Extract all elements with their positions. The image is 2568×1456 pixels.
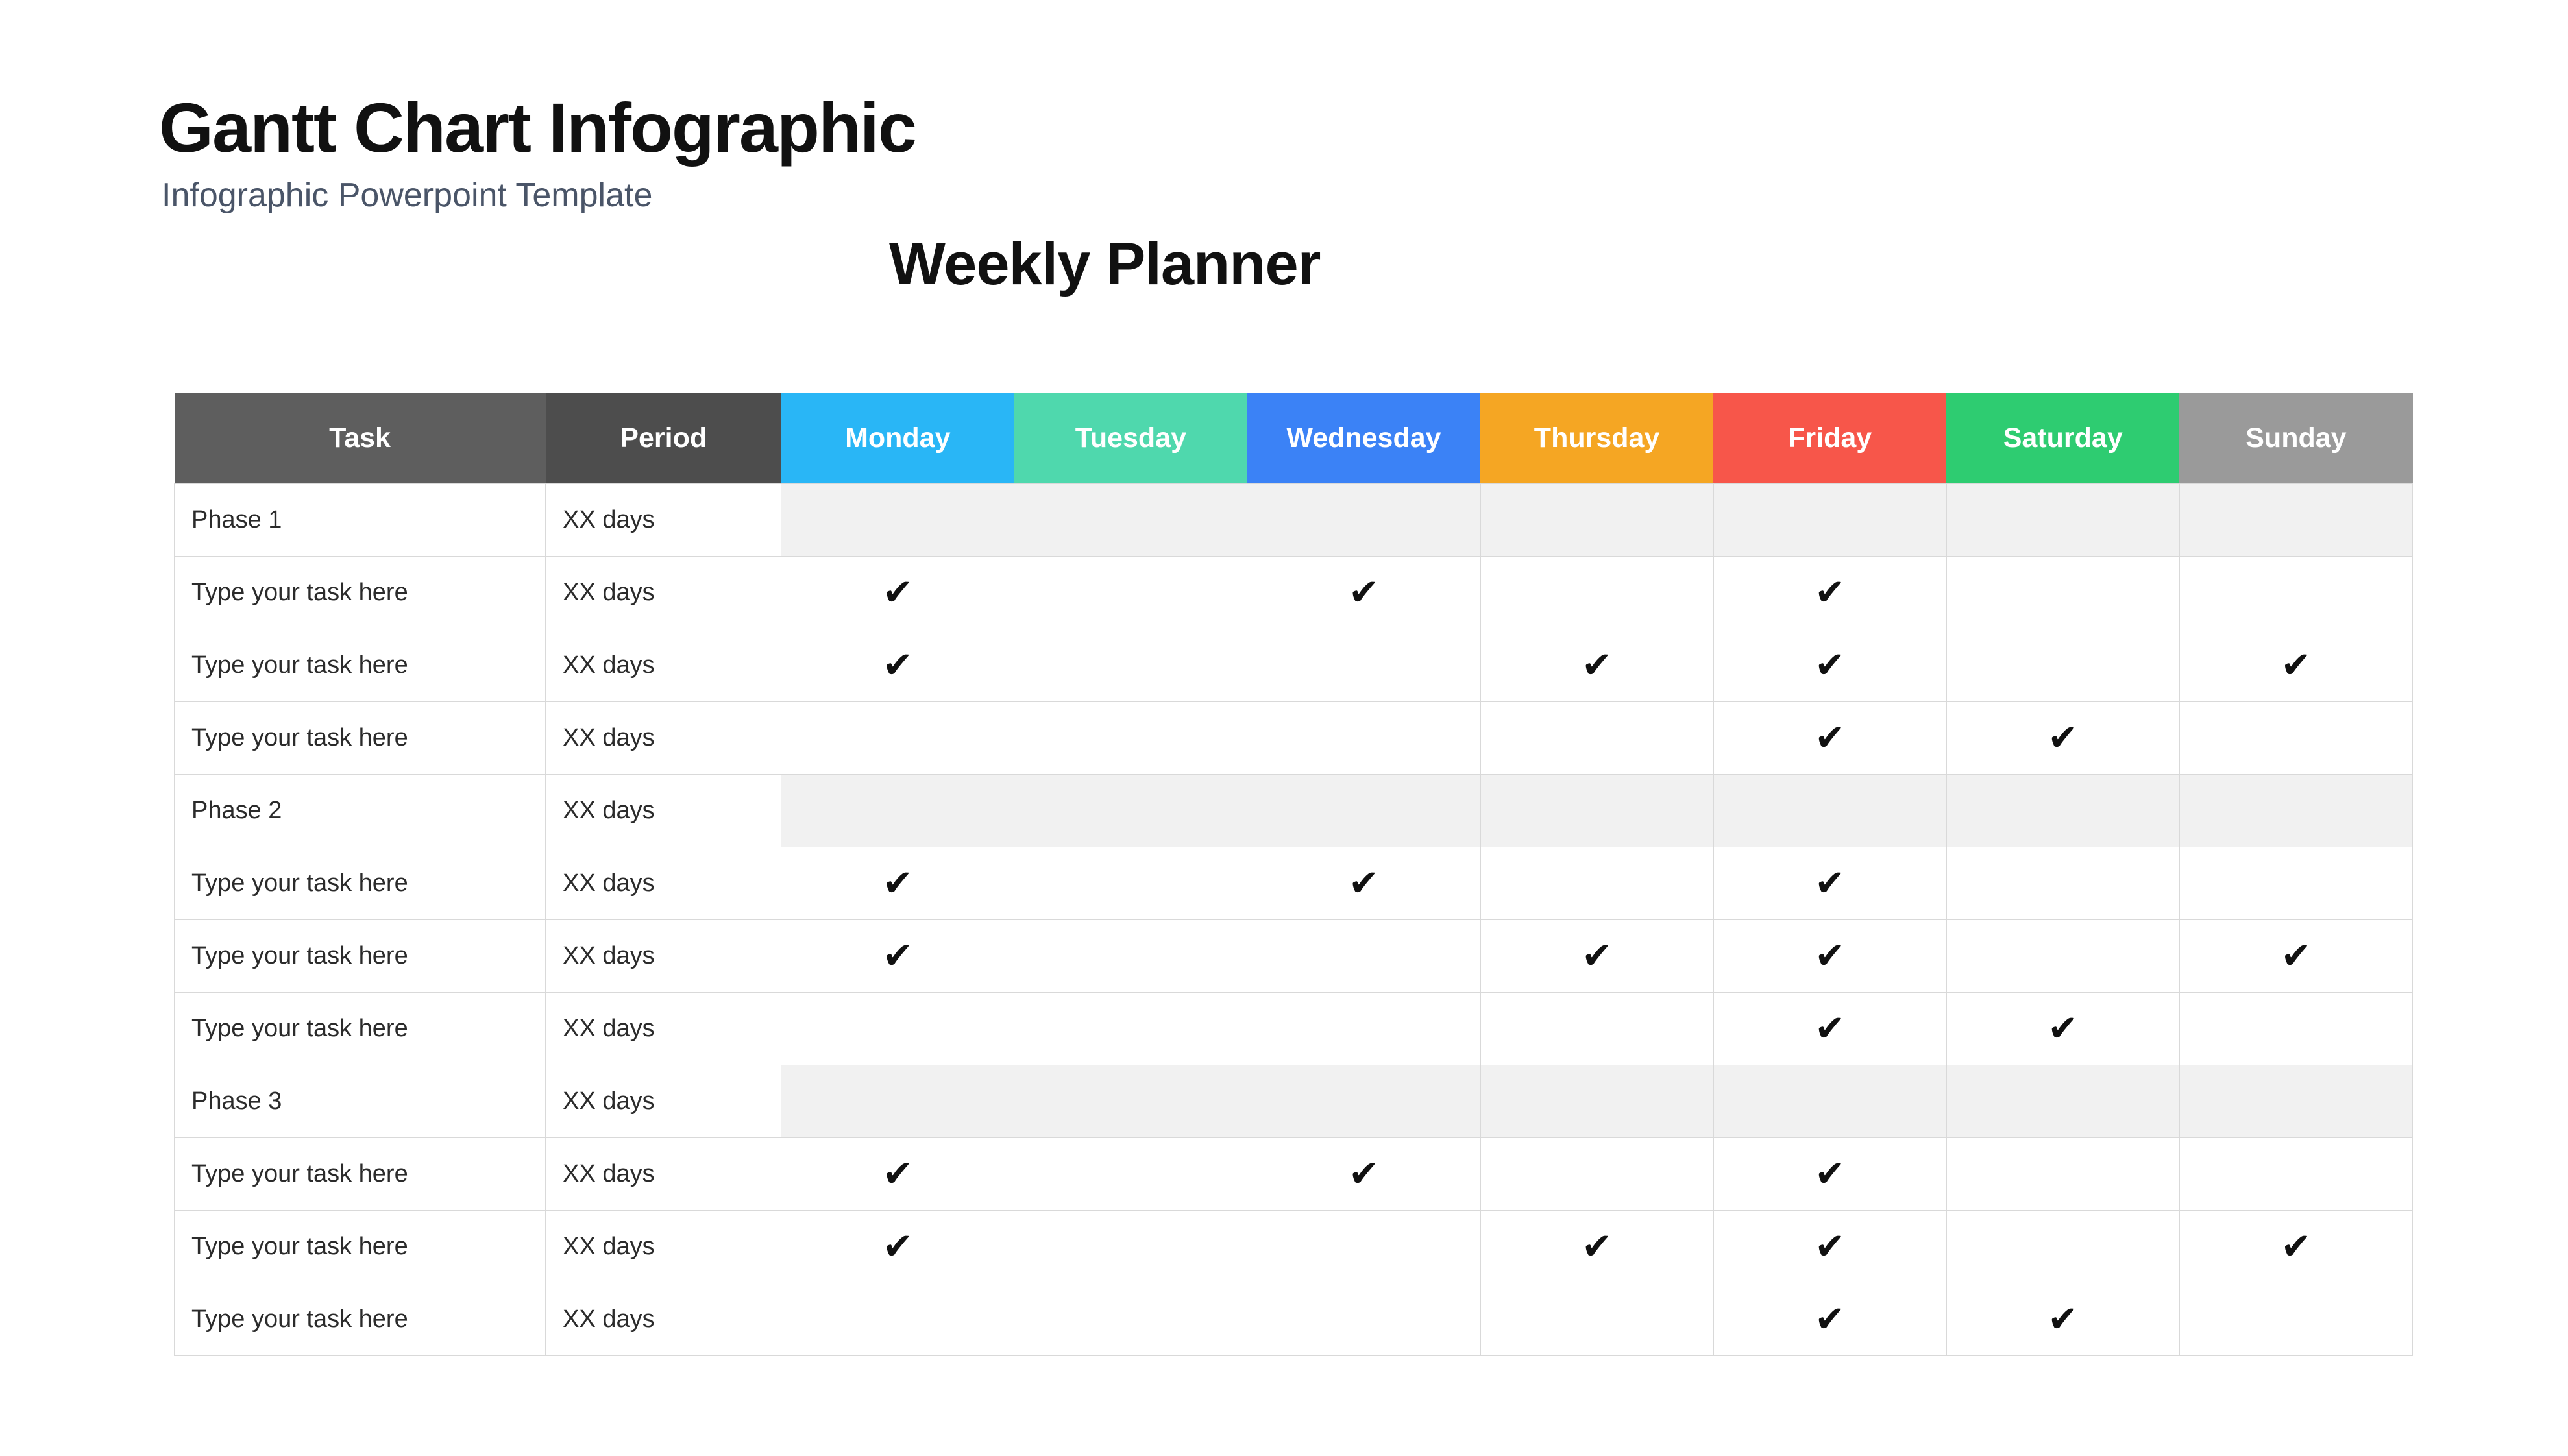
day-cell-tuesday[interactable] — [1014, 1211, 1247, 1283]
day-cell-tuesday[interactable] — [1014, 1138, 1247, 1211]
check-icon: ✔ — [2048, 716, 2079, 759]
day-cell-monday[interactable] — [781, 702, 1014, 775]
period-cell[interactable]: XX days — [546, 702, 781, 775]
day-cell-monday[interactable] — [781, 1211, 1014, 1283]
day-cell-friday[interactable] — [1713, 775, 1946, 847]
column-header-task[interactable]: Task — [175, 393, 546, 484]
task-cell[interactable]: Type your task here — [175, 557, 546, 629]
header-block — [159, 88, 1392, 215]
check-icon: ✔ — [1582, 934, 1613, 977]
day-cell-sunday[interactable] — [2179, 993, 2412, 1065]
table-row — [175, 993, 2413, 1065]
table-row — [175, 702, 2413, 775]
check-icon: ✔ — [2048, 1007, 2079, 1050]
column-header-wednesday[interactable]: Wednesday — [1247, 393, 1480, 484]
column-header-sunday[interactable]: Sunday — [2179, 393, 2412, 484]
check-icon: ✔ — [1349, 1152, 1379, 1195]
day-cell-saturday[interactable] — [1946, 775, 2179, 847]
day-cell-thursday[interactable] — [1480, 1138, 1713, 1211]
day-cell-monday[interactable] — [781, 484, 1014, 557]
day-cell-wednesday[interactable] — [1247, 920, 1480, 993]
day-cell-sunday[interactable] — [2179, 557, 2412, 629]
phase-row — [175, 1065, 2413, 1138]
period-cell[interactable]: XX days — [546, 775, 781, 847]
day-cell-monday[interactable] — [781, 557, 1014, 629]
table-row — [175, 1138, 2413, 1211]
day-cell-thursday[interactable] — [1480, 484, 1713, 557]
day-cell-friday[interactable] — [1713, 702, 1946, 775]
day-cell-tuesday[interactable] — [1014, 993, 1247, 1065]
day-cell-saturday[interactable] — [1946, 557, 2179, 629]
day-cell-tuesday[interactable] — [1014, 557, 1247, 629]
day-cell-monday[interactable] — [781, 847, 1014, 920]
day-cell-wednesday[interactable] — [1247, 1065, 1480, 1138]
day-cell-sunday[interactable] — [2179, 1283, 2412, 1356]
task-cell[interactable]: Type your task here — [175, 847, 546, 920]
day-cell-thursday[interactable] — [1480, 629, 1713, 702]
check-icon: ✔ — [1815, 1007, 1846, 1050]
day-cell-saturday[interactable] — [1946, 1138, 2179, 1211]
check-icon: ✔ — [1815, 571, 1846, 614]
day-cell-sunday[interactable] — [2179, 920, 2412, 993]
column-header-monday[interactable]: Monday — [781, 393, 1014, 484]
day-cell-friday[interactable] — [1713, 1065, 1946, 1138]
day-cell-monday[interactable] — [781, 1065, 1014, 1138]
day-cell-thursday[interactable] — [1480, 1283, 1713, 1356]
check-icon: ✔ — [1815, 716, 1846, 759]
day-cell-thursday[interactable] — [1480, 557, 1713, 629]
table-row — [175, 557, 2413, 629]
planner-title: Weekly Planner — [889, 231, 1321, 297]
table-row — [175, 629, 2413, 702]
check-icon: ✔ — [2048, 1298, 2079, 1341]
check-icon: ✔ — [2281, 644, 2312, 686]
period-cell[interactable]: XX days — [546, 629, 781, 702]
weekly-planner-table-wrapper — [174, 393, 2413, 1356]
check-icon: ✔ — [1349, 571, 1379, 614]
check-icon: ✔ — [882, 571, 913, 614]
day-cell-friday[interactable] — [1713, 847, 1946, 920]
table-row — [175, 920, 2413, 993]
period-cell[interactable]: XX days — [546, 1065, 781, 1138]
day-cell-thursday[interactable] — [1480, 847, 1713, 920]
day-cell-friday[interactable] — [1713, 629, 1946, 702]
day-cell-friday[interactable] — [1713, 1138, 1946, 1211]
day-cell-saturday[interactable] — [1946, 1065, 2179, 1138]
day-cell-sunday[interactable] — [2179, 847, 2412, 920]
table-row — [175, 1211, 2413, 1283]
day-cell-wednesday[interactable] — [1247, 629, 1480, 702]
period-cell[interactable]: XX days — [546, 993, 781, 1065]
check-icon: ✔ — [1815, 1225, 1846, 1268]
day-cell-tuesday[interactable] — [1014, 920, 1247, 993]
day-cell-friday[interactable] — [1713, 484, 1946, 557]
day-cell-monday[interactable] — [781, 775, 1014, 847]
day-cell-wednesday[interactable] — [1247, 993, 1480, 1065]
day-cell-tuesday[interactable] — [1014, 775, 1247, 847]
period-cell[interactable]: XX days — [546, 557, 781, 629]
task-cell[interactable]: Phase 1 — [175, 484, 546, 557]
day-cell-saturday[interactable] — [1946, 920, 2179, 993]
day-cell-thursday[interactable] — [1480, 775, 1713, 847]
day-cell-saturday[interactable] — [1946, 1211, 2179, 1283]
day-cell-saturday[interactable] — [1946, 629, 2179, 702]
check-icon: ✔ — [1582, 1225, 1613, 1268]
day-cell-sunday[interactable] — [2179, 1065, 2412, 1138]
task-cell[interactable]: Phase 3 — [175, 1065, 546, 1138]
day-cell-friday[interactable] — [1713, 557, 1946, 629]
day-cell-monday[interactable] — [781, 993, 1014, 1065]
day-cell-tuesday[interactable] — [1014, 484, 1247, 557]
day-cell-sunday[interactable] — [2179, 702, 2412, 775]
day-cell-thursday[interactable] — [1480, 1211, 1713, 1283]
day-cell-tuesday[interactable] — [1014, 629, 1247, 702]
column-header-period[interactable]: Period — [546, 393, 781, 484]
check-icon: ✔ — [1815, 862, 1846, 904]
day-cell-sunday[interactable] — [2179, 484, 2412, 557]
day-cell-wednesday[interactable] — [1247, 484, 1480, 557]
column-header-tuesday[interactable]: Tuesday — [1014, 393, 1247, 484]
day-cell-wednesday[interactable] — [1247, 1138, 1480, 1211]
column-header-saturday[interactable]: Saturday — [1946, 393, 2179, 484]
day-cell-wednesday[interactable] — [1247, 775, 1480, 847]
day-cell-friday[interactable] — [1713, 1211, 1946, 1283]
check-icon: ✔ — [2281, 934, 2312, 977]
check-icon: ✔ — [1815, 644, 1846, 686]
phase-row — [175, 484, 2413, 557]
column-header-thursday[interactable]: Thursday — [1480, 393, 1713, 484]
day-cell-tuesday[interactable] — [1014, 1065, 1247, 1138]
task-cell[interactable]: Type your task here — [175, 1138, 546, 1211]
day-cell-friday[interactable] — [1713, 993, 1946, 1065]
phase-row — [175, 775, 2413, 847]
day-cell-sunday[interactable] — [2179, 1138, 2412, 1211]
table-row — [175, 1283, 2413, 1356]
check-icon: ✔ — [1815, 1298, 1846, 1341]
day-cell-thursday[interactable] — [1480, 1065, 1713, 1138]
day-cell-friday[interactable] — [1713, 1283, 1946, 1356]
task-cell[interactable]: Phase 2 — [175, 775, 546, 847]
column-header-friday[interactable]: Friday — [1713, 393, 1946, 484]
day-cell-sunday[interactable] — [2179, 629, 2412, 702]
check-icon: ✔ — [882, 934, 913, 977]
day-cell-wednesday[interactable] — [1247, 1211, 1480, 1283]
day-cell-wednesday[interactable] — [1247, 557, 1480, 629]
check-icon: ✔ — [2281, 1225, 2312, 1268]
task-cell[interactable]: Type your task here — [175, 702, 546, 775]
day-cell-monday[interactable] — [781, 920, 1014, 993]
task-cell[interactable]: Type your task here — [175, 1211, 546, 1283]
day-cell-saturday[interactable] — [1946, 484, 2179, 557]
day-cell-monday[interactable] — [781, 1138, 1014, 1211]
check-icon: ✔ — [1815, 1152, 1846, 1195]
check-icon: ✔ — [882, 862, 913, 904]
day-cell-friday[interactable] — [1713, 920, 1946, 993]
day-cell-tuesday[interactable] — [1014, 1283, 1247, 1356]
check-icon: ✔ — [1349, 862, 1379, 904]
day-cell-saturday[interactable] — [1946, 1283, 2179, 1356]
day-cell-wednesday[interactable] — [1247, 847, 1480, 920]
day-cell-monday[interactable] — [781, 1283, 1014, 1356]
weekly-planner-table — [174, 393, 2413, 1356]
day-cell-sunday[interactable] — [2179, 775, 2412, 847]
task-cell[interactable]: Type your task here — [175, 993, 546, 1065]
day-cell-sunday[interactable] — [2179, 1211, 2412, 1283]
check-icon: ✔ — [882, 644, 913, 686]
period-cell[interactable]: XX days — [546, 484, 781, 557]
day-cell-saturday[interactable] — [1946, 847, 2179, 920]
day-cell-saturday[interactable] — [1946, 993, 2179, 1065]
task-cell[interactable]: Type your task here — [175, 1283, 546, 1356]
day-cell-wednesday[interactable] — [1247, 1283, 1480, 1356]
check-icon: ✔ — [882, 1152, 913, 1195]
day-cell-wednesday[interactable] — [1247, 702, 1480, 775]
check-icon: ✔ — [1815, 934, 1846, 977]
period-cell[interactable]: XX days — [546, 1211, 781, 1283]
day-cell-thursday[interactable] — [1480, 993, 1713, 1065]
task-cell[interactable]: Type your task here — [175, 629, 546, 702]
period-cell[interactable]: XX days — [546, 920, 781, 993]
period-cell[interactable]: XX days — [546, 1138, 781, 1211]
table-row — [175, 847, 2413, 920]
day-cell-tuesday[interactable] — [1014, 702, 1247, 775]
page-subtitle: Infographic Powerpoint Template — [162, 176, 653, 215]
check-icon: ✔ — [1582, 644, 1613, 686]
task-cell[interactable]: Type your task here — [175, 920, 546, 993]
check-icon: ✔ — [882, 1225, 913, 1268]
period-cell[interactable]: XX days — [546, 847, 781, 920]
page-title: Gantt Chart Infographic — [159, 88, 916, 167]
day-cell-monday[interactable] — [781, 629, 1014, 702]
day-cell-thursday[interactable] — [1480, 702, 1713, 775]
day-cell-thursday[interactable] — [1480, 920, 1713, 993]
table-header-row — [175, 393, 2413, 484]
day-cell-tuesday[interactable] — [1014, 847, 1247, 920]
period-cell[interactable]: XX days — [546, 1283, 781, 1356]
day-cell-saturday[interactable] — [1946, 702, 2179, 775]
